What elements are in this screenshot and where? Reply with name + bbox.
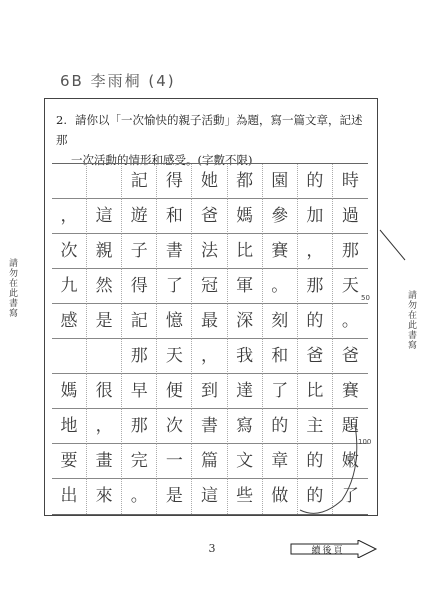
- grid-cell: 便: [157, 374, 192, 409]
- grid-cell: 我: [228, 339, 263, 374]
- grid-cell: 天: [157, 339, 192, 374]
- grid-cell: 比: [298, 374, 333, 409]
- grid-cell: 得: [122, 269, 157, 304]
- grid-cell: 賽: [263, 234, 298, 269]
- margin-note-left: 請勿在此書寫: [7, 258, 17, 318]
- grid-cell: 些: [228, 479, 263, 514]
- grid-cell: 子: [122, 234, 157, 269]
- grid-cell: 記: [122, 164, 157, 199]
- grid-cell: 完: [122, 444, 157, 479]
- grid-cell: 比: [228, 234, 263, 269]
- grid-cell: 一: [157, 444, 192, 479]
- grid-cell: 過: [333, 199, 368, 234]
- grid-cell: 的: [298, 304, 333, 339]
- grid-cell: 這: [87, 199, 122, 234]
- grid-cell: 爸: [192, 199, 227, 234]
- grid-cell: 時: [333, 164, 368, 199]
- grid-cell: 寫: [228, 409, 263, 444]
- grid-cell: 媽: [228, 199, 263, 234]
- grid-cell: 最: [192, 304, 227, 339]
- question-line-1: 請你以「一次愉快的親子活動」為題，寫一篇文章，記述那: [56, 113, 363, 147]
- grid-cell: 篇: [192, 444, 227, 479]
- grid-cell: 軍: [228, 269, 263, 304]
- grid-cell: 做: [263, 479, 298, 514]
- grid-cell: 是: [157, 479, 192, 514]
- grid-cell: 刻: [263, 304, 298, 339]
- grid-cell: 遊: [122, 199, 157, 234]
- grid-cell: 記: [122, 304, 157, 339]
- grid-cell: 要: [52, 444, 87, 479]
- grid-cell: 章: [263, 444, 298, 479]
- grid-cell: 和: [263, 339, 298, 374]
- grid-cell: 親: [87, 234, 122, 269]
- grid-cell: 是: [87, 304, 122, 339]
- grid-cell: 地: [52, 409, 87, 444]
- grid-cell: ，: [52, 199, 87, 234]
- grid-cell: 的: [298, 164, 333, 199]
- tick-100: 100: [358, 438, 372, 446]
- grid-cell: 園: [263, 164, 298, 199]
- grid-cell: ，: [192, 339, 227, 374]
- grid-cell: 這: [192, 479, 227, 514]
- grid-cell: 題: [333, 409, 368, 444]
- grid-cell: 出: [52, 479, 87, 514]
- grid-cell: 爸: [298, 339, 333, 374]
- grid-cell: 天: [333, 269, 368, 304]
- grid-cell: ，: [87, 409, 122, 444]
- grid-cell: 了: [263, 374, 298, 409]
- grid-cell: 參: [263, 199, 298, 234]
- grid-cell: 法: [192, 234, 227, 269]
- grid-cell: 很: [87, 374, 122, 409]
- grid-cell: 那: [333, 234, 368, 269]
- grid-cell: 了: [157, 269, 192, 304]
- grid-cell: 。: [263, 269, 298, 304]
- grid-cell: 憶: [157, 304, 192, 339]
- grid-cell: 次: [52, 234, 87, 269]
- margin-note-right: 請勿在此書寫: [406, 290, 416, 350]
- grid-cell: 文: [228, 444, 263, 479]
- grid-cell: 感: [52, 304, 87, 339]
- grid-cell: 的: [263, 409, 298, 444]
- tick-50: 50: [361, 294, 370, 302]
- grid-cell: 書: [192, 409, 227, 444]
- grid-cell: 書: [157, 234, 192, 269]
- grid-cell: 。: [122, 479, 157, 514]
- next-page-label: 續後頁: [311, 546, 345, 556]
- grid-cell: 了: [341, 486, 359, 506]
- grid-cell: 次: [157, 409, 192, 444]
- grid-cell: 深: [228, 304, 263, 339]
- grid-cell: 那: [122, 339, 157, 374]
- grid-cell: 得: [157, 164, 192, 199]
- grid-cell: 賽: [333, 374, 368, 409]
- grid-cell: 主: [298, 409, 333, 444]
- next-page-arrow[interactable]: [290, 540, 378, 558]
- question-number: 2.: [56, 113, 67, 127]
- grid-cell: 九: [52, 269, 87, 304]
- grid-cell: 嫩: [333, 444, 368, 479]
- grid-cell: 爸: [333, 339, 368, 374]
- question-line-2: 一次活動的情形和感受。(字數不限): [71, 153, 253, 167]
- student-name: 6B 李雨桐 (4): [60, 72, 176, 90]
- grid-cell: 冠: [192, 269, 227, 304]
- grid-cell: 到: [192, 374, 227, 409]
- grid-cell: 加: [298, 199, 333, 234]
- grid-cell: 來: [87, 479, 122, 514]
- grid-cell: 。: [333, 304, 368, 339]
- grid-cell: 那: [122, 409, 157, 444]
- grid-cell: 達: [228, 374, 263, 409]
- grid-cell: 然: [87, 269, 122, 304]
- grid-cell: 都: [228, 164, 263, 199]
- grid-cell: 畫: [87, 444, 122, 479]
- grid-cell: 和: [157, 199, 192, 234]
- grid-cell: 早: [122, 374, 157, 409]
- grid-cell: 的: [298, 479, 333, 514]
- page-number: 3: [208, 542, 216, 555]
- grid-cell: 媽: [52, 374, 87, 409]
- grid-cell: 的: [298, 444, 333, 479]
- grid-cell: ，: [298, 234, 333, 269]
- grid-cell: 那: [298, 269, 333, 304]
- grid-cell: 她: [192, 164, 227, 199]
